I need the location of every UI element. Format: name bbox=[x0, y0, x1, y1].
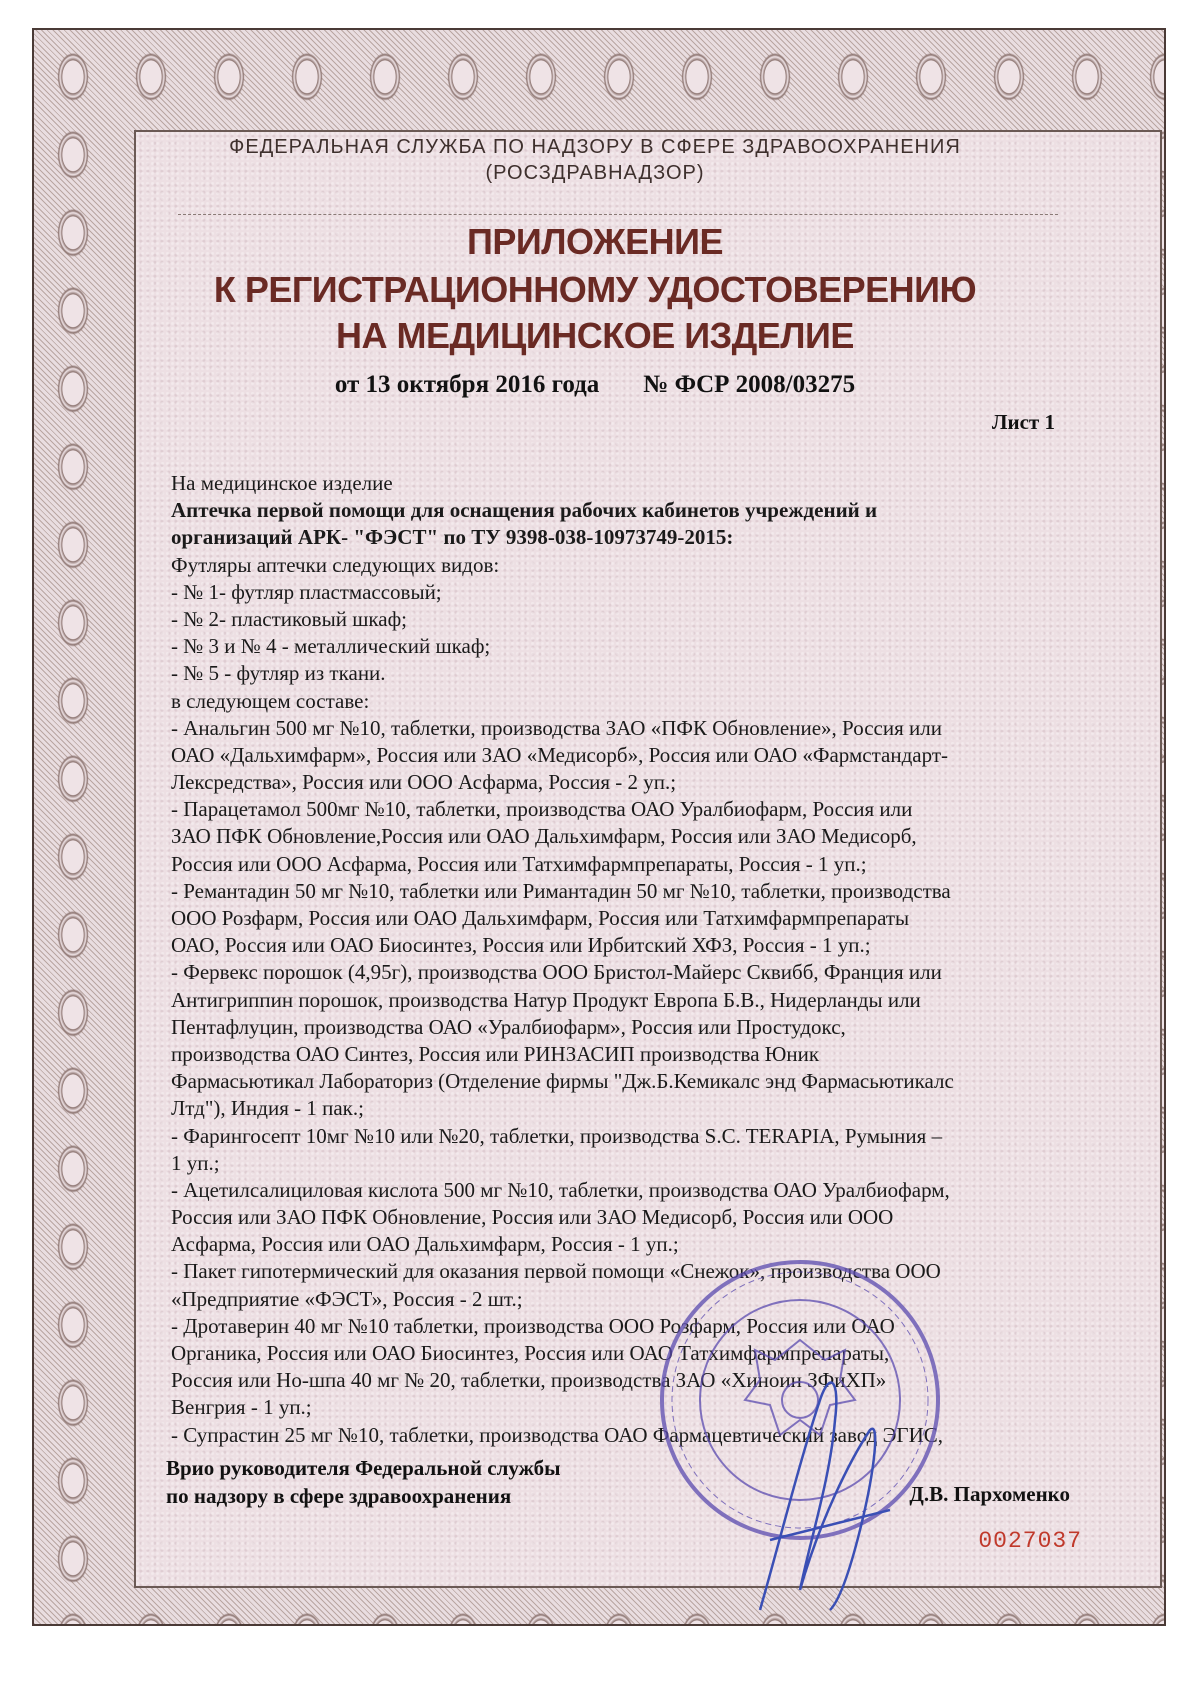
body-line: Лексредства», Россия или ООО Асфарма, Россия - 2 уп.; bbox=[171, 770, 677, 795]
serial-number: 0027037 bbox=[978, 1528, 1082, 1554]
body-line: - № 5 - футляр из ткани. bbox=[171, 661, 386, 686]
body-line: - Дротаверин 40 мг №10 таблетки, производства ООО Розфарм, Россия или ОАО bbox=[171, 1313, 895, 1338]
document-title-line-3: НА МЕДИЦИНСКОЕ ИЗДЕЛИЕ bbox=[336, 315, 854, 356]
agency-name: ФЕДЕРАЛЬНАЯ СЛУЖБА ПО НАДЗОРУ В СФЕРЕ ЗДРАВООХРАНЕНИЯ bbox=[229, 136, 961, 158]
body-line: Россия или ООО Асфарма, Россия или Татхимфармпрепараты, Россия - 1 уп.; bbox=[171, 851, 867, 876]
signatory-name: Д.В. Пархоменко bbox=[909, 1482, 1070, 1506]
body-line: ООО Розфарм, Россия или ОАО Дальхимфарм, Россия или Татхимфармпрепараты bbox=[171, 906, 910, 930]
body-line: Пентафлуцин, производства ОАО «Уралбиофарм», Россия или Простудокс, bbox=[171, 1014, 846, 1039]
body-line: - Ацетилсалициловая кислота 500 мг №10, таблетки, производства ОАО Уралбиофарм, bbox=[171, 1177, 950, 1202]
document-title-line-1: ПРИЛОЖЕНИЕ bbox=[467, 221, 723, 262]
body-line: - № 2- пластиковый шкаф; bbox=[171, 606, 408, 631]
signatory-position-line-1: Врио руководителя Федеральной службы bbox=[166, 1456, 561, 1480]
body-line: На медицинское изделие bbox=[171, 471, 393, 495]
header-divider bbox=[178, 214, 1058, 215]
body-line: Фармасьютикал Лабораториз (Отделение фирмы "Дж.Б.Кемикалс энд Фармасьютикалс bbox=[171, 1069, 954, 1094]
body-line: «Предприятие «ФЭСТ», Россия - 2 шт.; bbox=[171, 1286, 523, 1311]
body-line: ОАО «Дальхимфарм», Россия или ЗАО «Медисорб», Россия или ОАО «Фармстандарт- bbox=[171, 742, 948, 767]
issue-date: от 13 октября 2016 года bbox=[334, 371, 600, 398]
certificate-number: № ФСР 2008/03275 bbox=[643, 371, 856, 398]
body-line: Антигриппин порошок, производства Натур Продукт Европа Б.В., Нидерланды или bbox=[171, 987, 921, 1012]
agency-short-name: (РОСЗДРАВНАДЗОР) bbox=[485, 162, 705, 184]
body-line: Лтд"), Индия - 1 пак.; bbox=[171, 1096, 364, 1121]
body-line: 1 уп.; bbox=[171, 1150, 220, 1175]
signatory-position bbox=[166, 1454, 560, 1510]
body-line: - Анальгин 500 мг №10, таблетки, производства ЗАО «ПФК Обновление», Россия или bbox=[171, 715, 942, 740]
body-line: ЗАО ПФК Обновление,Россия или ОАО Дальхимфарм, Россия или ЗАО Медисорб, bbox=[171, 824, 917, 849]
body-line: - Фарингосепт 10мг №10 или №20, таблетки, производства S.C. TERAPIA, Румыния – bbox=[171, 1123, 943, 1148]
body-line: - Ремантадин 50 мг №10, таблетки или Римантадин 50 мг №10, таблетки, производства bbox=[171, 878, 951, 903]
sheet-number: Лист 1 bbox=[991, 410, 1055, 434]
document-title-line-2: К РЕГИСТРАЦИОННОМУ УДОСТОВЕРЕНИЮ bbox=[213, 269, 977, 310]
body-line: Россия или ЗАО ПФК Обновление, Россия или ЗАО Медисорб, Россия или ООО bbox=[171, 1205, 894, 1230]
body-line: - Пакет гипотермический для оказания первой помощи «Снежок», производства ООО bbox=[171, 1259, 941, 1284]
issue-line bbox=[0, 370, 1190, 399]
body-line: Футляры аптечки следующих видов: bbox=[171, 552, 500, 577]
body-line: - № 1- футляр пластмассовый; bbox=[171, 579, 442, 604]
body-line: Россия или Но-шпа 40 мг № 20, таблетки, производства ЗАО «Хиноин ЗФиХП» bbox=[171, 1368, 887, 1393]
body-line: - № 3 и № 4 - металлический шкаф; bbox=[171, 634, 491, 659]
handwritten-signature bbox=[740, 1340, 900, 1620]
body-line: Аптечка первой помощи для оснащения рабочих кабинетов учреждений и bbox=[171, 498, 878, 523]
body-line: Асфарма, Россия или ОАО Дальхимфарм, Россия - 1 уп.; bbox=[171, 1232, 679, 1257]
body-line: Венгрия - 1 уп.; bbox=[171, 1395, 312, 1420]
signatory-position-line-2: по надзору в сфере здравоохранения bbox=[166, 1484, 512, 1508]
body-line: Органика, Россия или ОАО Биосинтез, Россия или ОАО Татхимфармпрепараты, bbox=[171, 1341, 890, 1365]
body-line: в следующем составе: bbox=[171, 688, 370, 713]
body-line: производства ОАО Синтез, Россия или РИНЗАСИП производства Юник bbox=[171, 1041, 820, 1066]
body-line: - Парацетамол 500мг №10, таблетки, производства ОАО Уралбиофарм, Россия или bbox=[171, 797, 913, 822]
body-line: ОАО, Россия или ОАО Биосинтез, Россия или Ирбитский ХФЗ, Россия - 1 уп.; bbox=[171, 933, 871, 958]
document-body bbox=[171, 470, 1091, 1449]
body-line: организаций АРК- "ФЭСТ" по ТУ 9398-038-10973749-2015: bbox=[171, 525, 734, 550]
body-line: - Супрастин 25 мг №10, таблетки, производства ОАО Фармацевтический завод ЭГИС, bbox=[171, 1422, 943, 1447]
body-line: - Фервекс порошок (4,95г), производства ООО Бристол-Майерс Сквибб, Франция или bbox=[171, 960, 942, 985]
